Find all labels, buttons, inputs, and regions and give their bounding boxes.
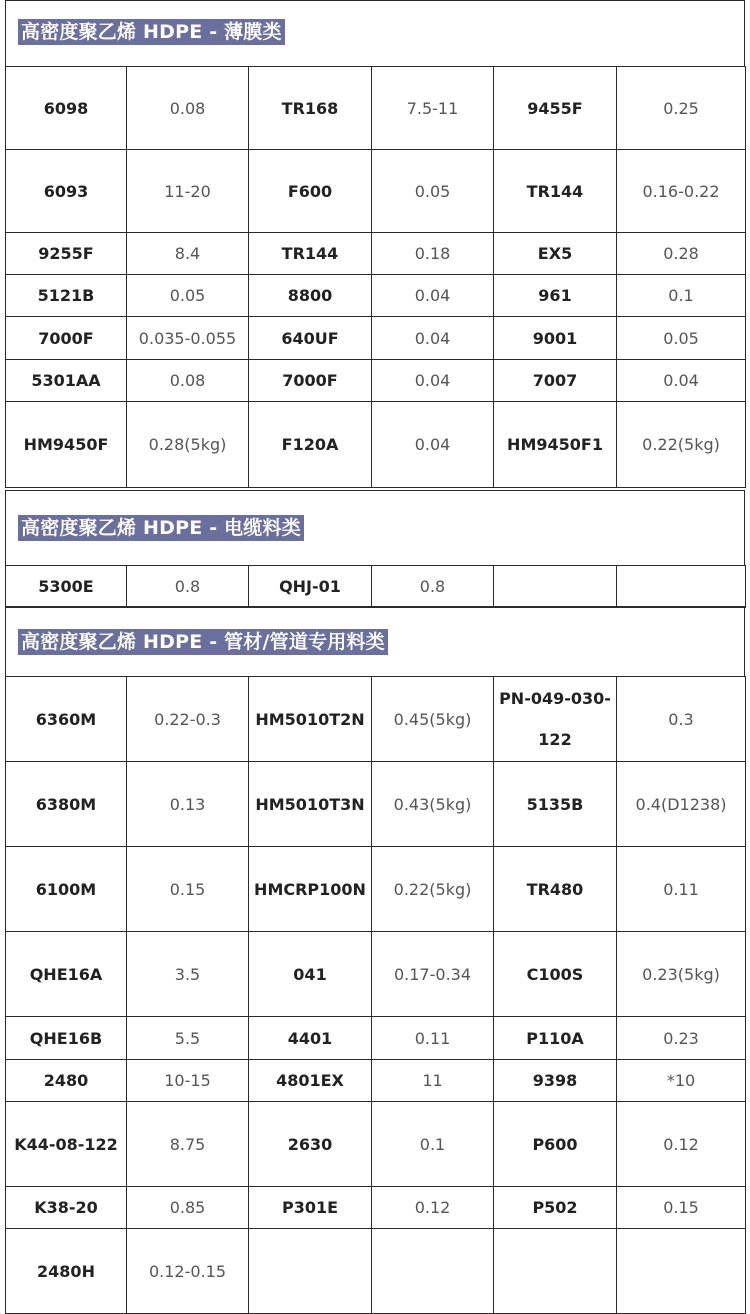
product-code-cell: HM5010T3N	[249, 762, 372, 847]
product-code-cell: TR144	[249, 233, 372, 275]
product-code-cell: F120A	[249, 402, 372, 488]
product-code-cell: 640UF	[249, 317, 372, 360]
melt-index-cell: 0.43(5kg)	[372, 762, 494, 847]
table-row	[6, 1017, 746, 1060]
product-code-cell: TR168	[249, 67, 372, 150]
product-code-cell: 9001	[494, 317, 617, 360]
melt-index-cell: 0.28	[617, 233, 746, 275]
melt-index-cell: 0.45(5kg)	[372, 677, 494, 762]
melt-index-cell: 0.05	[617, 317, 746, 360]
melt-index-cell: 10-15	[127, 1060, 249, 1102]
table-row	[6, 1060, 746, 1102]
melt-index-cell: 0.1	[372, 1102, 494, 1187]
product-code-cell: 6360M	[6, 677, 127, 762]
table-row	[6, 275, 746, 317]
product-code-cell: TR480	[494, 847, 617, 932]
melt-index-cell: 0.18	[372, 233, 494, 275]
data-table	[5, 676, 746, 1314]
melt-index-cell: 11	[372, 1060, 494, 1102]
melt-index-cell: 0.08	[127, 360, 249, 402]
product-code-cell: PN-049-030-122	[494, 677, 617, 762]
product-code-cell: 6100M	[6, 847, 127, 932]
section-header	[5, 0, 745, 66]
melt-index-cell	[617, 566, 746, 608]
product-code-cell: HM5010T2N	[249, 677, 372, 762]
product-code-cell: QHJ-01	[249, 566, 372, 608]
product-code-cell: 041	[249, 932, 372, 1017]
product-code-cell: 6093	[6, 150, 127, 233]
product-code-cell: 7000F	[6, 317, 127, 360]
product-code-cell: QHE16B	[6, 1017, 127, 1060]
section-title: 高密度聚乙烯 HDPE - 薄膜类	[18, 19, 285, 45]
melt-index-cell: 0.04	[372, 317, 494, 360]
table-row	[6, 1229, 746, 1314]
product-code-cell: 6380M	[6, 762, 127, 847]
melt-index-cell: 0.12-0.15	[127, 1229, 249, 1314]
melt-index-cell: 0.23	[617, 1017, 746, 1060]
product-code-cell: K44-08-122	[6, 1102, 127, 1187]
section-cable	[5, 490, 745, 606]
table-row	[6, 360, 746, 402]
melt-index-cell: 0.8	[372, 566, 494, 608]
melt-index-cell	[372, 1229, 494, 1314]
product-code-cell: 5135B	[494, 762, 617, 847]
product-code-cell: 5301AA	[6, 360, 127, 402]
product-code-cell: 5121B	[6, 275, 127, 317]
melt-index-cell: 0.04	[372, 275, 494, 317]
product-code-cell: K38-20	[6, 1187, 127, 1229]
melt-index-cell: 0.16-0.22	[617, 150, 746, 233]
table-row	[6, 762, 746, 847]
data-table	[5, 66, 746, 488]
melt-index-cell: 0.15	[617, 1187, 746, 1229]
product-code-cell: EX5	[494, 233, 617, 275]
product-code-cell	[249, 1229, 372, 1314]
data-table	[5, 565, 746, 608]
melt-index-cell: 0.08	[127, 67, 249, 150]
section-pipe	[5, 606, 745, 1313]
table-row	[6, 677, 746, 762]
product-code-cell: 2630	[249, 1102, 372, 1187]
table-row	[6, 1102, 746, 1187]
table-row	[6, 67, 746, 150]
melt-index-cell: 0.28(5kg)	[127, 402, 249, 488]
table-row	[6, 566, 746, 608]
product-code-cell: P301E	[249, 1187, 372, 1229]
melt-index-cell: 0.04	[372, 402, 494, 488]
product-code-cell: 2480	[6, 1060, 127, 1102]
table-row	[6, 932, 746, 1017]
product-code-cell: 9398	[494, 1060, 617, 1102]
melt-index-cell: 0.04	[372, 360, 494, 402]
product-code-cell: HMCRP100N	[249, 847, 372, 932]
product-code-cell: 7000F	[249, 360, 372, 402]
product-code-cell	[494, 566, 617, 608]
product-code-cell	[494, 1229, 617, 1314]
melt-index-cell: 0.23(5kg)	[617, 932, 746, 1017]
section-film	[5, 0, 745, 490]
melt-index-cell: *10	[617, 1060, 746, 1102]
melt-index-cell: 0.12	[372, 1187, 494, 1229]
melt-index-cell: 0.4(D1238)	[617, 762, 746, 847]
melt-index-cell: 0.22-0.3	[127, 677, 249, 762]
table-row	[6, 150, 746, 233]
melt-index-cell: 0.11	[617, 847, 746, 932]
melt-index-cell: 8.4	[127, 233, 249, 275]
product-code-cell: 9255F	[6, 233, 127, 275]
table-row	[6, 1187, 746, 1229]
melt-index-cell: 0.05	[372, 150, 494, 233]
product-code-cell: HM9450F	[6, 402, 127, 488]
product-code-cell: P110A	[494, 1017, 617, 1060]
melt-index-cell: 5.5	[127, 1017, 249, 1060]
melt-index-cell: 8.75	[127, 1102, 249, 1187]
melt-index-cell: 0.13	[127, 762, 249, 847]
product-code-cell: 5300E	[6, 566, 127, 608]
table-row	[6, 233, 746, 275]
product-code-cell: 4801EX	[249, 1060, 372, 1102]
melt-index-cell: 0.8	[127, 566, 249, 608]
melt-index-cell	[617, 1229, 746, 1314]
product-code-cell: HM9450F1	[494, 402, 617, 488]
melt-index-cell: 0.17-0.34	[372, 932, 494, 1017]
melt-index-cell: 0.035-0.055	[127, 317, 249, 360]
melt-index-cell: 7.5-11	[372, 67, 494, 150]
melt-index-cell: 11-20	[127, 150, 249, 233]
product-code-cell: 4401	[249, 1017, 372, 1060]
table-row	[6, 402, 746, 488]
melt-index-cell: 0.25	[617, 67, 746, 150]
section-header	[5, 490, 745, 565]
product-code-cell: 6098	[6, 67, 127, 150]
melt-index-cell: 0.22(5kg)	[617, 402, 746, 488]
melt-index-cell: 3.5	[127, 932, 249, 1017]
product-code-cell: F600	[249, 150, 372, 233]
product-code-cell: P600	[494, 1102, 617, 1187]
product-code-cell: QHE16A	[6, 932, 127, 1017]
product-code-cell: C100S	[494, 932, 617, 1017]
melt-index-cell: 0.05	[127, 275, 249, 317]
section-header	[5, 606, 745, 676]
product-code-cell: 9455F	[494, 67, 617, 150]
product-code-cell: TR144	[494, 150, 617, 233]
product-code-cell: 2480H	[6, 1229, 127, 1314]
product-code-cell: 7007	[494, 360, 617, 402]
product-code-cell: 961	[494, 275, 617, 317]
melt-index-cell: 0.22(5kg)	[372, 847, 494, 932]
section-title: 高密度聚乙烯 HDPE - 电缆料类	[18, 515, 304, 541]
product-code-cell: 8800	[249, 275, 372, 317]
table-row	[6, 847, 746, 932]
melt-index-cell: 0.1	[617, 275, 746, 317]
melt-index-cell: 0.15	[127, 847, 249, 932]
melt-index-cell: 0.11	[372, 1017, 494, 1060]
melt-index-cell: 0.85	[127, 1187, 249, 1229]
product-code-cell: P502	[494, 1187, 617, 1229]
melt-index-cell: 0.3	[617, 677, 746, 762]
melt-index-cell: 0.04	[617, 360, 746, 402]
section-title: 高密度聚乙烯 HDPE - 管材/管道专用料类	[18, 629, 388, 655]
melt-index-cell: 0.12	[617, 1102, 746, 1187]
table-row	[6, 317, 746, 360]
